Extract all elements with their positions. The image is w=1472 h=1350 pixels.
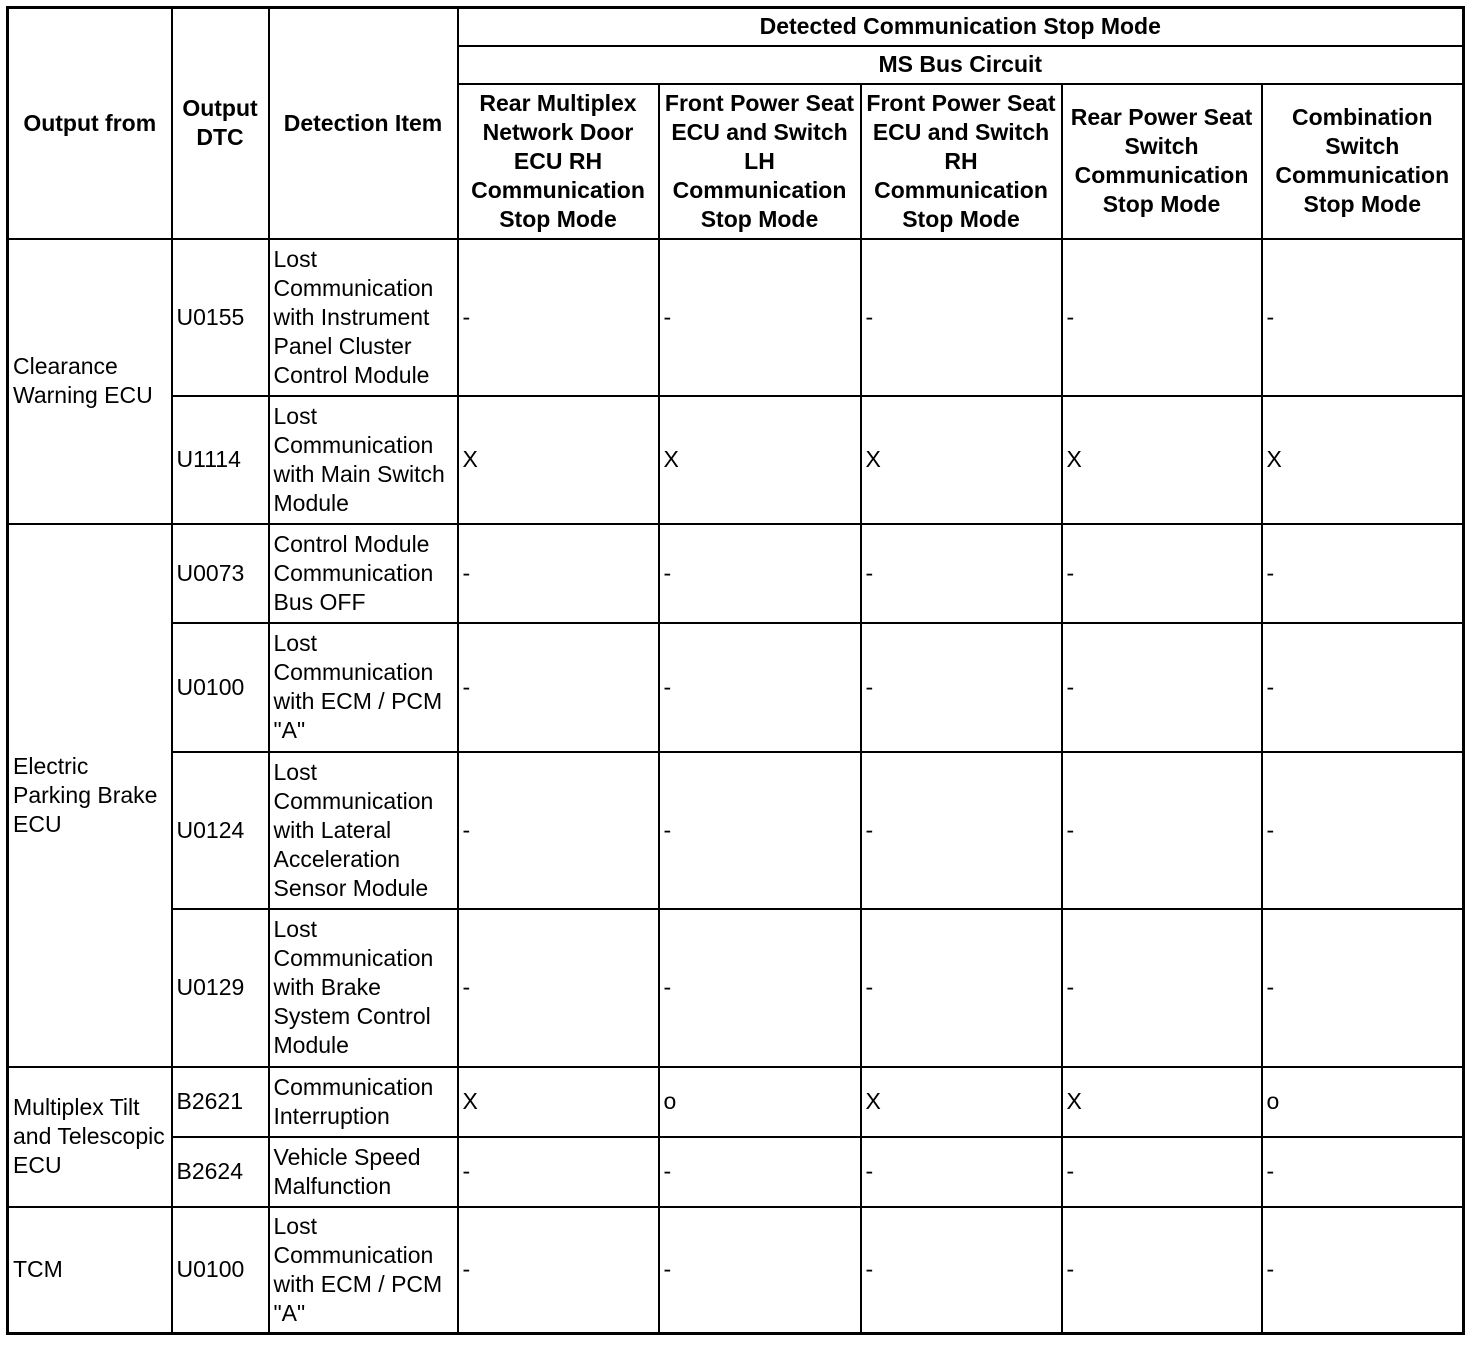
detection-item-cell: Vehicle Speed Malfunction [269,1137,458,1207]
value-cell: - [1262,909,1464,1067]
output-from-cell: Multiplex Tilt and Telescopic ECU [8,1067,172,1207]
table-row [8,623,1464,752]
value-cell: - [659,1137,861,1207]
table-body [8,239,1464,1334]
value-cell: o [659,1067,861,1137]
value-cell: - [1062,1207,1262,1334]
value-cell: - [861,1207,1062,1334]
value-cell: - [458,524,659,623]
header-group-title: Detected Communication Stop Mode [458,8,1464,46]
value-cell: X [861,1067,1062,1137]
value-cell: - [1062,909,1262,1067]
table-row [8,239,1464,396]
dtc-cell: U0124 [172,752,269,909]
detection-item-cell: Communication Interruption [269,1067,458,1137]
header-detection-item: Detection Item [269,8,458,239]
detection-item-cell: Lost Communication with Lateral Acceleration Sensor Module [269,752,458,909]
value-cell: - [861,239,1062,396]
value-cell: - [861,752,1062,909]
dtc-cell: B2624 [172,1137,269,1207]
header-column: Combination Switch Communication Stop Mode [1262,84,1464,239]
dtc-cell: B2621 [172,1067,269,1137]
value-cell: X [458,1067,659,1137]
value-cell: - [1262,1207,1464,1334]
dtc-cell: U0100 [172,1207,269,1334]
value-cell: - [1262,1137,1464,1207]
value-cell: - [659,239,861,396]
header-column: Rear Multiplex Network Door ECU RH Communication Stop Mode [458,84,659,239]
value-cell: - [861,524,1062,623]
detection-item-cell: Lost Communication with Instrument Panel Cluster Control Module [269,239,458,396]
table-row [8,396,1464,524]
value-cell: - [1062,623,1262,752]
value-cell: - [458,909,659,1067]
header-subgroup-title: MS Bus Circuit [458,46,1464,84]
value-cell: - [659,909,861,1067]
value-cell: - [659,1207,861,1334]
value-cell: - [1062,524,1262,623]
value-cell: - [458,239,659,396]
dtc-cell: U0155 [172,239,269,396]
value-cell: - [1262,524,1464,623]
value-cell: - [458,1207,659,1334]
value-cell: - [861,1137,1062,1207]
value-cell: - [458,752,659,909]
output-from-cell: TCM [8,1207,172,1334]
table-row [8,909,1464,1067]
table-row [8,1137,1464,1207]
dtc-cell: U1114 [172,396,269,524]
detection-item-cell: Lost Communication with Brake System Control Module [269,909,458,1067]
value-cell: - [861,623,1062,752]
table-row [8,752,1464,909]
dtc-cell: U0073 [172,524,269,623]
detection-item-cell: Lost Communication with ECM / PCM "A" [269,1207,458,1334]
value-cell: - [1262,623,1464,752]
header-column: Rear Power Seat Switch Communication Stop Mode [1062,84,1262,239]
value-cell: X [1062,1067,1262,1137]
value-cell: - [458,1137,659,1207]
output-from-cell: Electric Parking Brake ECU [8,524,172,1067]
header-output-dtc: Output DTC [172,8,269,239]
value-cell: - [861,909,1062,1067]
value-cell: - [659,752,861,909]
dtc-cell: U0100 [172,623,269,752]
value-cell: - [1062,752,1262,909]
value-cell: X [1062,396,1262,524]
value-cell: - [1062,1137,1262,1207]
detection-item-cell: Control Module Communication Bus OFF [269,524,458,623]
value-cell: X [458,396,659,524]
value-cell: - [659,524,861,623]
value-cell: X [1262,396,1464,524]
value-cell: - [659,623,861,752]
value-cell: - [458,623,659,752]
detection-item-cell: Lost Communication with ECM / PCM "A" [269,623,458,752]
header-column: Front Power Seat ECU and Switch LH Communication Stop Mode [659,84,861,239]
value-cell: - [1262,752,1464,909]
value-cell: - [1262,239,1464,396]
output-from-cell: Clearance Warning ECU [8,239,172,524]
header-column: Front Power Seat ECU and Switch RH Communication Stop Mode [861,84,1062,239]
value-cell: o [1262,1067,1464,1137]
table-row [8,1067,1464,1137]
table-row [8,524,1464,623]
dtc-table [6,6,1465,1335]
value-cell: - [1062,239,1262,396]
header-output-from: Output from [8,8,172,239]
table-row [8,1207,1464,1334]
value-cell: X [861,396,1062,524]
header-row-1 [8,8,1464,46]
detection-item-cell: Lost Communication with Main Switch Module [269,396,458,524]
value-cell: X [659,396,861,524]
dtc-cell: U0129 [172,909,269,1067]
